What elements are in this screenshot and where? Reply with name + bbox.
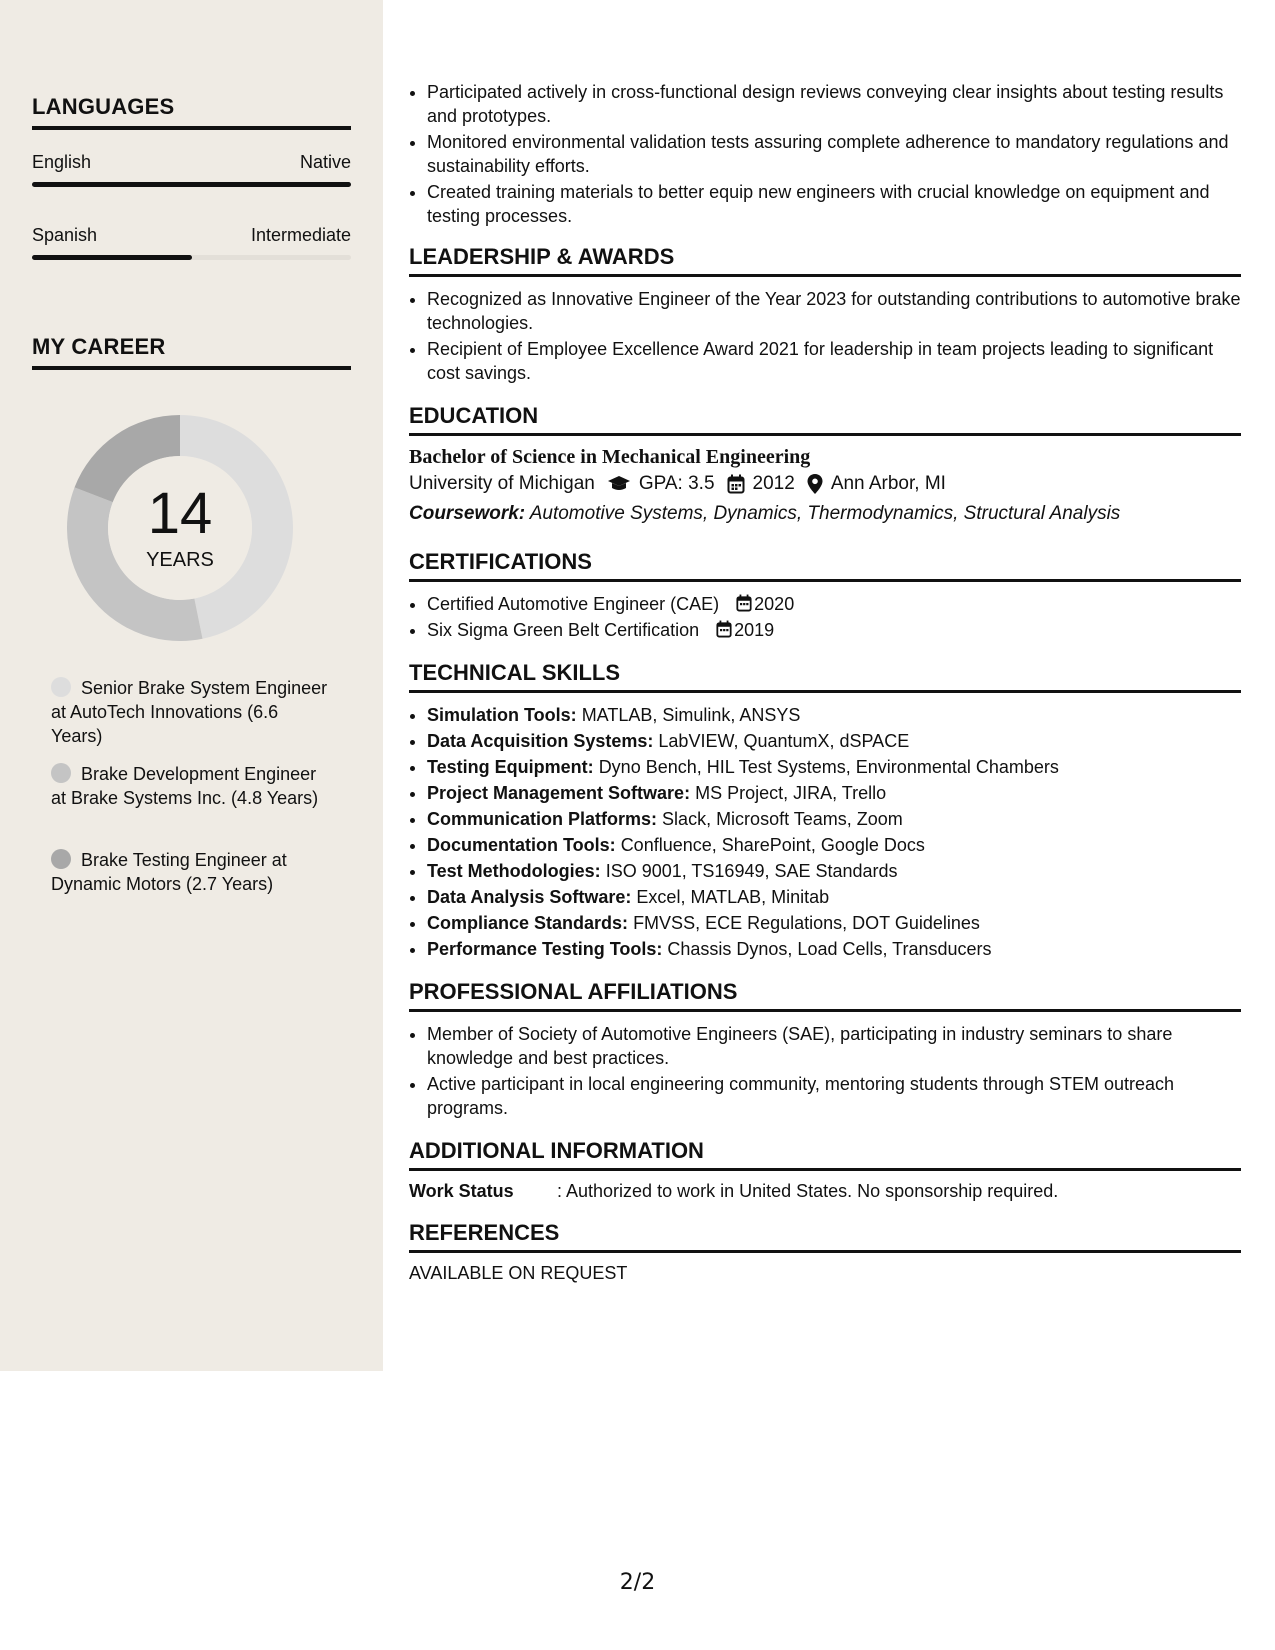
list-item: [427, 592, 1241, 616]
leadership-section: [409, 244, 1241, 385]
career-label: Brake Development Engineer at Brake Systems Inc. (4.8 Years): [51, 764, 319, 808]
skill-value: MS Project, JIRA, Trello: [695, 783, 887, 803]
skill-label: Project Management Software:: [427, 783, 691, 803]
skill-value: Confluence, SharePoint, Google Docs: [620, 835, 925, 855]
calendar-icon: [716, 620, 732, 638]
section-heading: CERTIFICATIONS: [409, 549, 1241, 582]
list-item: [427, 618, 1241, 642]
list-item: [427, 885, 1241, 909]
section-heading: PROFESSIONAL AFFILIATIONS: [409, 979, 1241, 1012]
skill-value: Dyno Bench, HIL Test Systems, Environmental Chambers: [598, 757, 1059, 777]
page-number: 2/2: [619, 1570, 656, 1595]
language-bar-fill: [32, 255, 192, 260]
languages-heading: LANGUAGES: [32, 94, 351, 130]
language-bar: [32, 255, 351, 260]
skill-value: Chassis Dynos, Load Cells, Transducers: [667, 939, 992, 959]
certification-name: Certified Automotive Engineer (CAE): [427, 594, 720, 614]
references-text: AVAILABLE ON REQUEST: [409, 1263, 628, 1283]
language-item: [32, 152, 351, 187]
skill-label: Testing Equipment:: [427, 757, 594, 777]
list-item: [427, 755, 1241, 779]
list-item: [427, 859, 1241, 883]
skill-label: Communication Platforms:: [427, 809, 658, 829]
list-item: [427, 781, 1241, 805]
list-item: • Recipient of Employee Excellence Award 2021 for leadership in team projects leading to significant cost savings.: [427, 337, 1241, 385]
gpa: GPA: 3.5: [638, 473, 715, 494]
sidebar: [0, 0, 383, 1371]
language-name: English: [32, 152, 92, 172]
skill-label: Simulation Tools:: [427, 705, 577, 725]
language-level: Intermediate: [250, 225, 351, 245]
list-item: [427, 833, 1241, 857]
languages-section: [32, 94, 351, 260]
list-item: • Created training materials to better equip new engineers with crucial knowledge on equipment and testing processes.: [427, 180, 1241, 228]
skill-label: Compliance Standards:: [427, 913, 629, 933]
location-pin-icon: [807, 474, 823, 494]
work-status-value: : Authorized to work in United States. No sponsorship required.: [557, 1181, 1059, 1201]
coursework: [409, 503, 1241, 525]
location: Ann Arbor, MI: [830, 473, 946, 494]
calendar-icon: [727, 474, 745, 494]
section-heading: EDUCATION: [409, 403, 1241, 436]
certification-year: 2020: [754, 594, 795, 614]
section-heading: TECHNICAL SKILLS: [409, 660, 1241, 693]
career-dot: [51, 763, 71, 783]
graduation-cap-icon: [607, 475, 631, 493]
degree: Bachelor of Science in Mechanical Engineering: [409, 446, 811, 468]
career-item: [51, 762, 331, 810]
section-heading: REFERENCES: [409, 1220, 1241, 1253]
certification-year: 2019: [734, 620, 775, 640]
skill-value: LabVIEW, QuantumX, dSPACE: [658, 731, 910, 751]
career-item: [51, 848, 331, 896]
certifications-section: [409, 549, 1241, 642]
career-dot: [51, 849, 71, 869]
work-status-row: [409, 1181, 1241, 1202]
skill-label: Data Acquisition Systems:: [427, 731, 654, 751]
career-heading: MY CAREER: [32, 334, 351, 370]
section-heading: ADDITIONAL INFORMATION: [409, 1138, 1241, 1171]
career-dot: [51, 677, 71, 697]
skill-value: FMVSS, ECE Regulations, DOT Guidelines: [633, 913, 980, 933]
additional-section: [409, 1138, 1241, 1202]
section-heading: LEADERSHIP & AWARDS: [409, 244, 1241, 277]
skill-label: Performance Testing Tools:: [427, 939, 663, 959]
certification-name: Six Sigma Green Belt Certification: [427, 620, 700, 640]
career-label: Brake Testing Engineer at Dynamic Motors (2.7 Years): [51, 850, 287, 894]
skill-label: Documentation Tools:: [427, 835, 616, 855]
skill-value: ISO 9001, TS16949, SAE Standards: [605, 861, 898, 881]
education-section: [409, 403, 1241, 525]
references-section: [409, 1220, 1241, 1284]
career-total: 14: [147, 481, 213, 546]
list-item: • Active participant in local engineering community, mentoring students through STEM outreach programs.: [427, 1072, 1241, 1120]
list-item: [427, 729, 1241, 753]
skill-value: Slack, Microsoft Teams, Zoom: [662, 809, 903, 829]
language-bar: [32, 182, 351, 187]
coursework-value: Automotive Systems, Dynamics, Thermodynamics, Structural Analysis: [529, 503, 1121, 524]
list-item: • Recognized as Innovative Engineer of the Year 2023 for outstanding contributions to automotive brake technologies.: [427, 287, 1241, 335]
skill-value: Excel, MATLAB, Minitab: [636, 887, 830, 907]
list-item: • Participated actively in cross-functional design reviews conveying clear insights about testing results and prototypes.: [427, 80, 1241, 128]
work-status-label: Work Status: [409, 1181, 514, 1201]
affiliations-section: [409, 979, 1241, 1120]
career-section: [32, 334, 351, 370]
list-item: [427, 807, 1241, 831]
language-bar-fill: [32, 182, 351, 187]
language-item: [32, 225, 351, 260]
skills-section: [409, 660, 1241, 961]
education-details: [409, 473, 1241, 495]
language-level: Native: [299, 152, 351, 172]
skill-label: Test Methodologies:: [427, 861, 601, 881]
career-label: Senior Brake System Engineer at AutoTech Innovations (6.6 Years): [51, 678, 328, 746]
school: University of Michigan: [409, 473, 595, 494]
main-content: [409, 80, 1241, 1284]
list-item: [427, 937, 1241, 961]
list-item: [427, 911, 1241, 935]
list-item: • Member of Society of Automotive Engineers (SAE), participating in industry seminars to share knowledge and best practices.: [427, 1022, 1241, 1070]
skill-value: MATLAB, Simulink, ANSYS: [581, 705, 801, 725]
career-item: [51, 676, 331, 748]
list-item: [427, 703, 1241, 727]
graduation-year: 2012: [752, 473, 795, 494]
list-item: • Monitored environmental validation tests assuring complete adherence to mandatory regulations and sustainability efforts.: [427, 130, 1241, 178]
skill-label: Data Analysis Software:: [427, 887, 632, 907]
experience-bullets: [409, 80, 1241, 228]
language-name: Spanish: [32, 225, 98, 245]
coursework-label: Coursework:: [409, 503, 526, 524]
calendar-icon: [736, 594, 752, 612]
career-unit: YEARS: [146, 549, 214, 571]
